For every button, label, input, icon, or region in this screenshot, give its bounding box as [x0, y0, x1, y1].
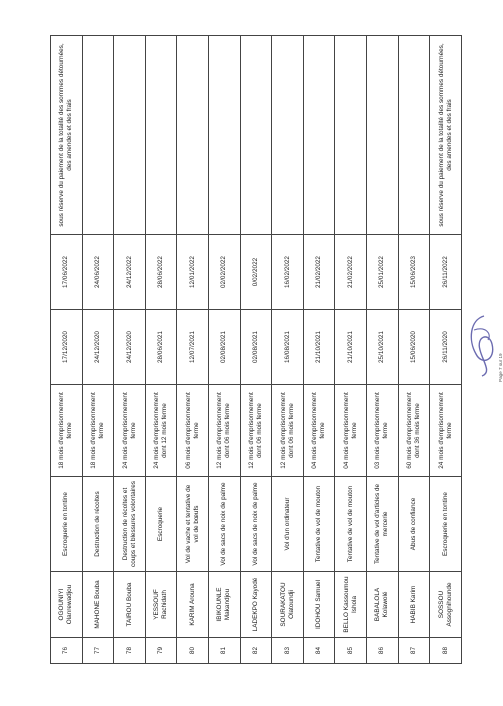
table-row: [303, 36, 335, 664]
table-row: [398, 36, 430, 664]
row-number: 85: [335, 638, 367, 664]
detainee-name: BABALOLA Kolawolé: [367, 572, 399, 638]
sentence: 12 mois d'emprisonnement dont 06 mois ferme: [272, 385, 304, 477]
remark: sous réserve du paiement de la totalité des sommes détournées, des amendes et des frais: [430, 36, 462, 235]
offense: Escroquerie en tontine: [430, 477, 462, 572]
start-date: 21/10/2021: [303, 310, 335, 385]
sentence: 03 mois d'emprisonnement ferme: [367, 385, 399, 477]
end-date: 24/06/2022: [82, 235, 114, 310]
sentence: 24 mois d'emprisonnement ferme: [430, 385, 462, 477]
table-row: [177, 36, 209, 664]
table-row: [240, 36, 272, 664]
table-row: [335, 36, 367, 664]
table-row: [145, 36, 177, 664]
remark: [335, 36, 367, 235]
detainee-name: KARIM Arouna: [177, 572, 209, 638]
offense: Vol d'un ordinateur: [272, 477, 304, 572]
rotated-table-container: [50, 36, 462, 664]
end-date: 21/02/2022: [335, 235, 367, 310]
remark: [209, 36, 241, 235]
end-date: 25/01/2022: [367, 235, 399, 310]
row-number: 86: [367, 638, 399, 664]
table-row: [209, 36, 241, 664]
sentence: 06 mois d'emprisonnement ferme: [177, 385, 209, 477]
offense: Destruction de récoltes et coups et blessures volontaires: [114, 477, 146, 572]
table-row: [82, 36, 114, 664]
table-row: [51, 36, 83, 664]
start-date: 21/10/2021: [335, 310, 367, 385]
row-number: 83: [272, 638, 304, 664]
start-date: 28/06/2021: [145, 310, 177, 385]
offense: Destruction de récoltes: [82, 477, 114, 572]
sentence: 12 mois d'emprisonnement dont 06 mois ferme: [240, 385, 272, 477]
table-row: [272, 36, 304, 664]
detainee-table: [50, 35, 462, 664]
remark: sous réserve du paiement de la totalité des sommes détournées, des amendes et des frais: [51, 36, 83, 235]
detainee-name: LADEKPO Kayodé: [240, 572, 272, 638]
detainee-name: BELLO Kassoumou Ishola: [335, 572, 367, 638]
start-date: 25/10/2021: [367, 310, 399, 385]
start-date: 17/12/2020: [51, 310, 83, 385]
start-date: 02/08/2021: [209, 310, 241, 385]
row-number: 76: [51, 638, 83, 664]
page-number: Page 7 sur 19: [498, 353, 503, 382]
remark: [145, 36, 177, 235]
offense: Escroquerie en tontine: [51, 477, 83, 572]
detainee-name: YESSOUF Rachidath: [145, 572, 177, 638]
table-row: [367, 36, 399, 664]
remark: [367, 36, 399, 235]
end-date: 02/02/2022: [209, 235, 241, 310]
start-date: 24/12/2020: [82, 310, 114, 385]
remark: [177, 36, 209, 235]
start-date: 16/08/2021: [272, 310, 304, 385]
detainee-name: IDOHOU Samuel: [303, 572, 335, 638]
end-date: 26/11/2022: [430, 235, 462, 310]
sentence: 24 mois d'emprisonnement ferme: [114, 385, 146, 477]
detainee-name: TAIROU Bouba: [114, 572, 146, 638]
end-date: 28/06/2022: [145, 235, 177, 310]
sentence: 04 mois d'emprisonnement ferme: [303, 385, 335, 477]
row-number: 77: [82, 638, 114, 664]
offense: Vol de sacs de noix de palme: [209, 477, 241, 572]
row-number: 84: [303, 638, 335, 664]
end-date: 24/12/2022: [114, 235, 146, 310]
detainee-name: HABIB Karim: [398, 572, 430, 638]
table-row: [114, 36, 146, 664]
end-date: 12/01/2022: [177, 235, 209, 310]
start-date: 15/06/2020: [398, 310, 430, 385]
sentence: 18 mois d'emprisonnement ferme: [82, 385, 114, 477]
remark: [240, 36, 272, 235]
sentence: 12 mois d'emprisonnement dont 06 mois ferme: [209, 385, 241, 477]
offense: Vol de vache et tentative de vol de bœufs: [177, 477, 209, 572]
row-number: 78: [114, 638, 146, 664]
offense: Abus de confiance: [398, 477, 430, 572]
detainee-name: MAHONE Bouba: [82, 572, 114, 638]
offense: Vol de sacs de noix de palme: [240, 477, 272, 572]
detainee-name: SOSSOU Assognihounde: [430, 572, 462, 638]
detainee-name: IBIKOUNLE Makandjou: [209, 572, 241, 638]
row-number: 87: [398, 638, 430, 664]
signature-mark: [462, 310, 502, 380]
start-date: 02/08/2021: [240, 310, 272, 385]
offense: Tentative de vol d'articles de mercerie: [367, 477, 399, 572]
end-date: 17/06/2022: [51, 235, 83, 310]
start-date: 12/07/2021: [177, 310, 209, 385]
sentence: 04 mois d'emprisonnement ferme: [335, 385, 367, 477]
row-number: 80: [177, 638, 209, 664]
sentence: 60 mois d'emprisonnement dont 36 mois ferme: [398, 385, 430, 477]
offense: Escroquerie: [145, 477, 177, 572]
end-date: 0/02/2022: [240, 235, 272, 310]
remark: [114, 36, 146, 235]
row-number: 79: [145, 638, 177, 664]
end-date: 15/06/2023: [398, 235, 430, 310]
sentence: 18 mois d'emprisonnement ferme: [51, 385, 83, 477]
remark: [82, 36, 114, 235]
offense: Tentative de vol de mouton: [335, 477, 367, 572]
start-date: 26/11/2020: [430, 310, 462, 385]
table-row: [430, 36, 462, 664]
remark: [398, 36, 430, 235]
detainee-name: SOURAKATOU Olatoundji: [272, 572, 304, 638]
start-date: 24/12/2020: [114, 310, 146, 385]
end-date: 21/02/2022: [303, 235, 335, 310]
remark: [303, 36, 335, 235]
detainee-name: OGOUNIYI Olanrewadjou: [51, 572, 83, 638]
row-number: 82: [240, 638, 272, 664]
row-number: 88: [430, 638, 462, 664]
offense: Tentative de vol de mouton: [303, 477, 335, 572]
end-date: 16/02/2022: [272, 235, 304, 310]
row-number: 81: [209, 638, 241, 664]
sentence: 24 mois d'emprisonnement dont 12 mois ferme: [145, 385, 177, 477]
remark: [272, 36, 304, 235]
